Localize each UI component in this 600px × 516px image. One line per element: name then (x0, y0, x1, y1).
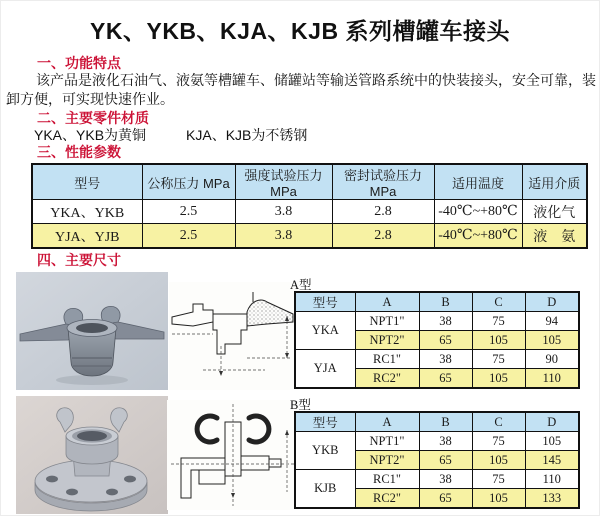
coupling-drawing-b (167, 400, 299, 510)
dim-cell: NPT2" (355, 451, 419, 470)
page-title: YK、YKB、KJA、KJB 系列槽罐车接头 (90, 18, 510, 44)
dim-cell: NPT2" (355, 331, 419, 350)
perf-header-strength-test: 强度试验压力MPa (235, 164, 332, 200)
dim-cell: 38 (419, 432, 472, 451)
dim-cell: 65 (419, 451, 472, 470)
dim-header: A (355, 292, 419, 312)
dim-cell: 105 (525, 432, 579, 451)
dim-cell: RC2" (355, 489, 419, 509)
dim-cell: NPT1" (355, 312, 419, 331)
section-3-heading: 三、性能参数 (37, 144, 121, 160)
table-a-header-row (295, 292, 579, 312)
dim-cell: RC1" (355, 350, 419, 369)
table-row (32, 200, 587, 224)
dim-cell: 75 (472, 312, 525, 331)
dim-cell: 90 (525, 350, 579, 369)
dim-cell: 75 (472, 432, 525, 451)
dim-cell: 110 (525, 470, 579, 489)
dim-cell: 110 (525, 369, 579, 389)
dim-header: C (472, 292, 525, 312)
dim-cell: 145 (525, 451, 579, 470)
dim-cell: 105 (472, 451, 525, 470)
coupling-drawing-a (169, 282, 299, 390)
dimension-table-b (294, 411, 580, 509)
table-b-header-row (295, 412, 579, 432)
dim-cell: 75 (472, 470, 525, 489)
dim-model-cell: YKA (295, 312, 355, 350)
dim-header: A (355, 412, 419, 432)
dim-cell: 133 (525, 489, 579, 509)
table-row (295, 350, 579, 369)
perf-cell: -40℃~+80℃ (434, 200, 522, 224)
materials-brass: YKA、YKB为黄铜 (34, 127, 147, 143)
dim-model-cell: YJA (295, 350, 355, 389)
dim-cell: 105 (472, 369, 525, 389)
dim-cell: 38 (419, 350, 472, 369)
dim-cell: 65 (419, 489, 472, 509)
perf-header-model: 型号 (32, 164, 142, 200)
dim-cell: RC2" (355, 369, 419, 389)
perf-cell: 2.8 (332, 224, 434, 249)
dim-header: 型号 (295, 412, 355, 432)
performance-table (31, 163, 588, 249)
dim-cell: 38 (419, 470, 472, 489)
dim-header: B (419, 292, 472, 312)
perf-cell: 液化气 (522, 200, 587, 224)
perf-header-temperature: 适用温度 (434, 164, 522, 200)
table-b-label: B型 (290, 398, 311, 412)
dim-header: D (525, 412, 579, 432)
dim-cell: 65 (419, 369, 472, 389)
dim-cell: 105 (525, 331, 579, 350)
perf-cell: YKA、YKB (32, 200, 142, 224)
perf-cell: 3.8 (235, 200, 332, 224)
perf-cell: 2.8 (332, 200, 434, 224)
dim-model-cell: YKB (295, 432, 355, 470)
coupling-photo-b (16, 396, 168, 514)
table-a-label: A型 (290, 278, 312, 292)
dim-cell: 105 (472, 331, 525, 350)
perf-cell: 液 氨 (522, 224, 587, 249)
dim-cell: 105 (472, 489, 525, 509)
perf-cell: 3.8 (235, 224, 332, 249)
perf-cell: 2.5 (142, 200, 235, 224)
dim-cell: NPT1" (355, 432, 419, 451)
materials-stainless: KJA、KJB为不锈钢 (186, 127, 308, 143)
section-1-heading: 一、功能特点 (37, 55, 121, 71)
dim-header: B (419, 412, 472, 432)
dim-cell: 38 (419, 312, 472, 331)
section-4-heading: 四、主要尺寸 (37, 252, 121, 268)
dim-model-cell: KJB (295, 470, 355, 509)
perf-header-seal-test: 密封试验压力MPa (332, 164, 434, 200)
table-row (295, 432, 579, 451)
perf-cell: 2.5 (142, 224, 235, 249)
table-row (295, 312, 579, 331)
table-row (32, 224, 587, 249)
perf-header-medium: 适用介质 (522, 164, 587, 200)
dim-cell: RC1" (355, 470, 419, 489)
table-row (295, 470, 579, 489)
section-2-heading: 二、主要零件材质 (37, 110, 149, 126)
perf-cell: YJA、YJB (32, 224, 142, 249)
dim-header: 型号 (295, 292, 355, 312)
dim-cell: 94 (525, 312, 579, 331)
perf-cell: -40℃~+80℃ (434, 224, 522, 249)
dim-cell: 65 (419, 331, 472, 350)
performance-table-header-row (32, 164, 587, 200)
perf-header-nominal-pressure: 公称压力 MPa (142, 164, 235, 200)
feature-paragraph: 该产品是液化石油气、液氨等槽罐车、储罐站等输送管路系统中的快装接头，安全可靠，装卸方便，可实现快速作业。 (6, 72, 596, 107)
dimension-table-a (294, 291, 580, 389)
dim-cell: 75 (472, 350, 525, 369)
dim-header: C (472, 412, 525, 432)
coupling-photo-a (16, 272, 168, 390)
dim-header: D (525, 292, 579, 312)
